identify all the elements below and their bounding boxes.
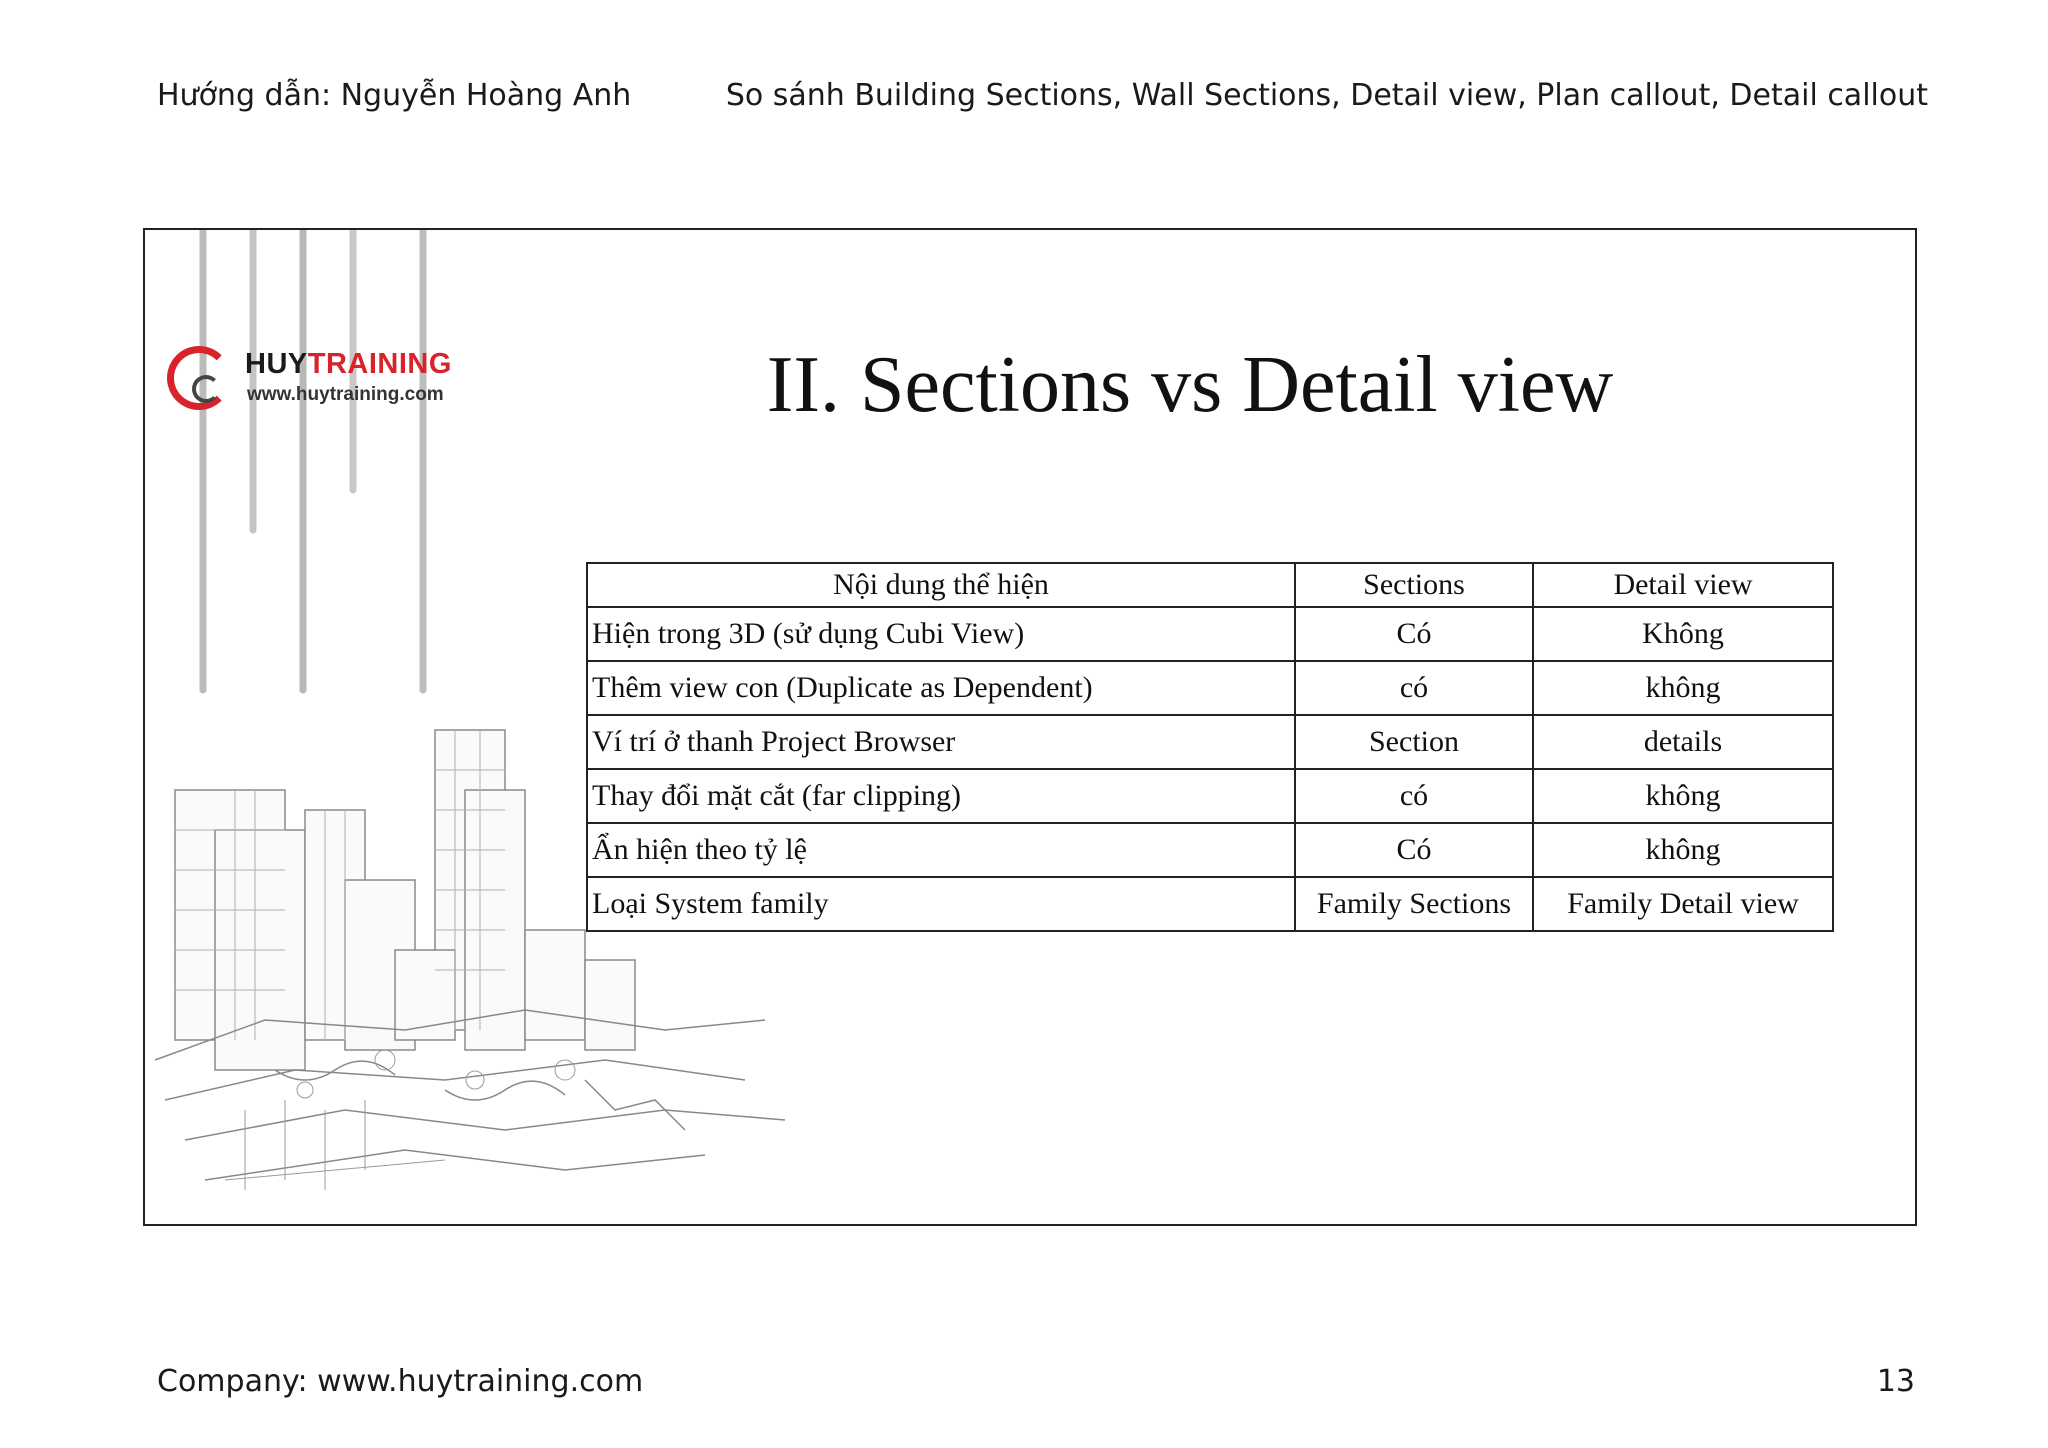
table-cell: không xyxy=(1533,661,1833,715)
table-header-cell: Detail view xyxy=(1533,563,1833,607)
table-row xyxy=(587,661,1833,715)
table-cell: details xyxy=(1533,715,1833,769)
table-cell: Không xyxy=(1533,607,1833,661)
table-cell: Section xyxy=(1295,715,1533,769)
table-cell: Hiện trong 3D (sử dụng Cubi View) xyxy=(587,607,1295,661)
page-number: 13 xyxy=(1876,1364,1915,1399)
slide-title: II. Sections vs Detail view xyxy=(766,341,1614,429)
logo-wordmark: HUYTRAINING xyxy=(245,348,452,380)
table-cell: Có xyxy=(1295,823,1533,877)
table-cell: Ví trí ở thanh Project Browser xyxy=(587,715,1295,769)
table-row xyxy=(587,823,1833,877)
table-cell: Family Sections xyxy=(1295,877,1533,931)
table-cell: Family Detail view xyxy=(1533,877,1833,931)
table-header-cell: Sections xyxy=(1295,563,1533,607)
table-cell: Loại System family xyxy=(587,877,1295,931)
table-cell: Có xyxy=(1295,607,1533,661)
table-row xyxy=(587,769,1833,823)
table-row xyxy=(587,715,1833,769)
table-row xyxy=(587,607,1833,661)
header-topic: So sánh Building Sections, Wall Sections, Detail view, Plan callout, Detail callout xyxy=(725,78,1928,113)
table-cell: Thay đổi mặt cắt (far clipping) xyxy=(587,769,1295,823)
table-header-row xyxy=(587,563,1833,607)
slide-frame xyxy=(143,228,1917,1226)
logo-url: www.huytraining.com xyxy=(247,384,444,405)
comparison-table xyxy=(586,562,1834,932)
table-cell: không xyxy=(1533,823,1833,877)
table-header-cell: Nội dung thể hiện xyxy=(587,563,1295,607)
table-cell: có xyxy=(1295,769,1533,823)
table-cell: Thêm view con (Duplicate as Dependent) xyxy=(587,661,1295,715)
table-cell: có xyxy=(1295,661,1533,715)
table-cell: không xyxy=(1533,769,1833,823)
table-cell: Ẩn hiện theo tỷ lệ xyxy=(587,823,1295,877)
footer-company: Company: www.huytraining.com xyxy=(157,1364,644,1399)
table-row xyxy=(587,877,1833,931)
header-author: Hướng dẫn: Nguyễn Hoàng Anh xyxy=(157,78,632,113)
